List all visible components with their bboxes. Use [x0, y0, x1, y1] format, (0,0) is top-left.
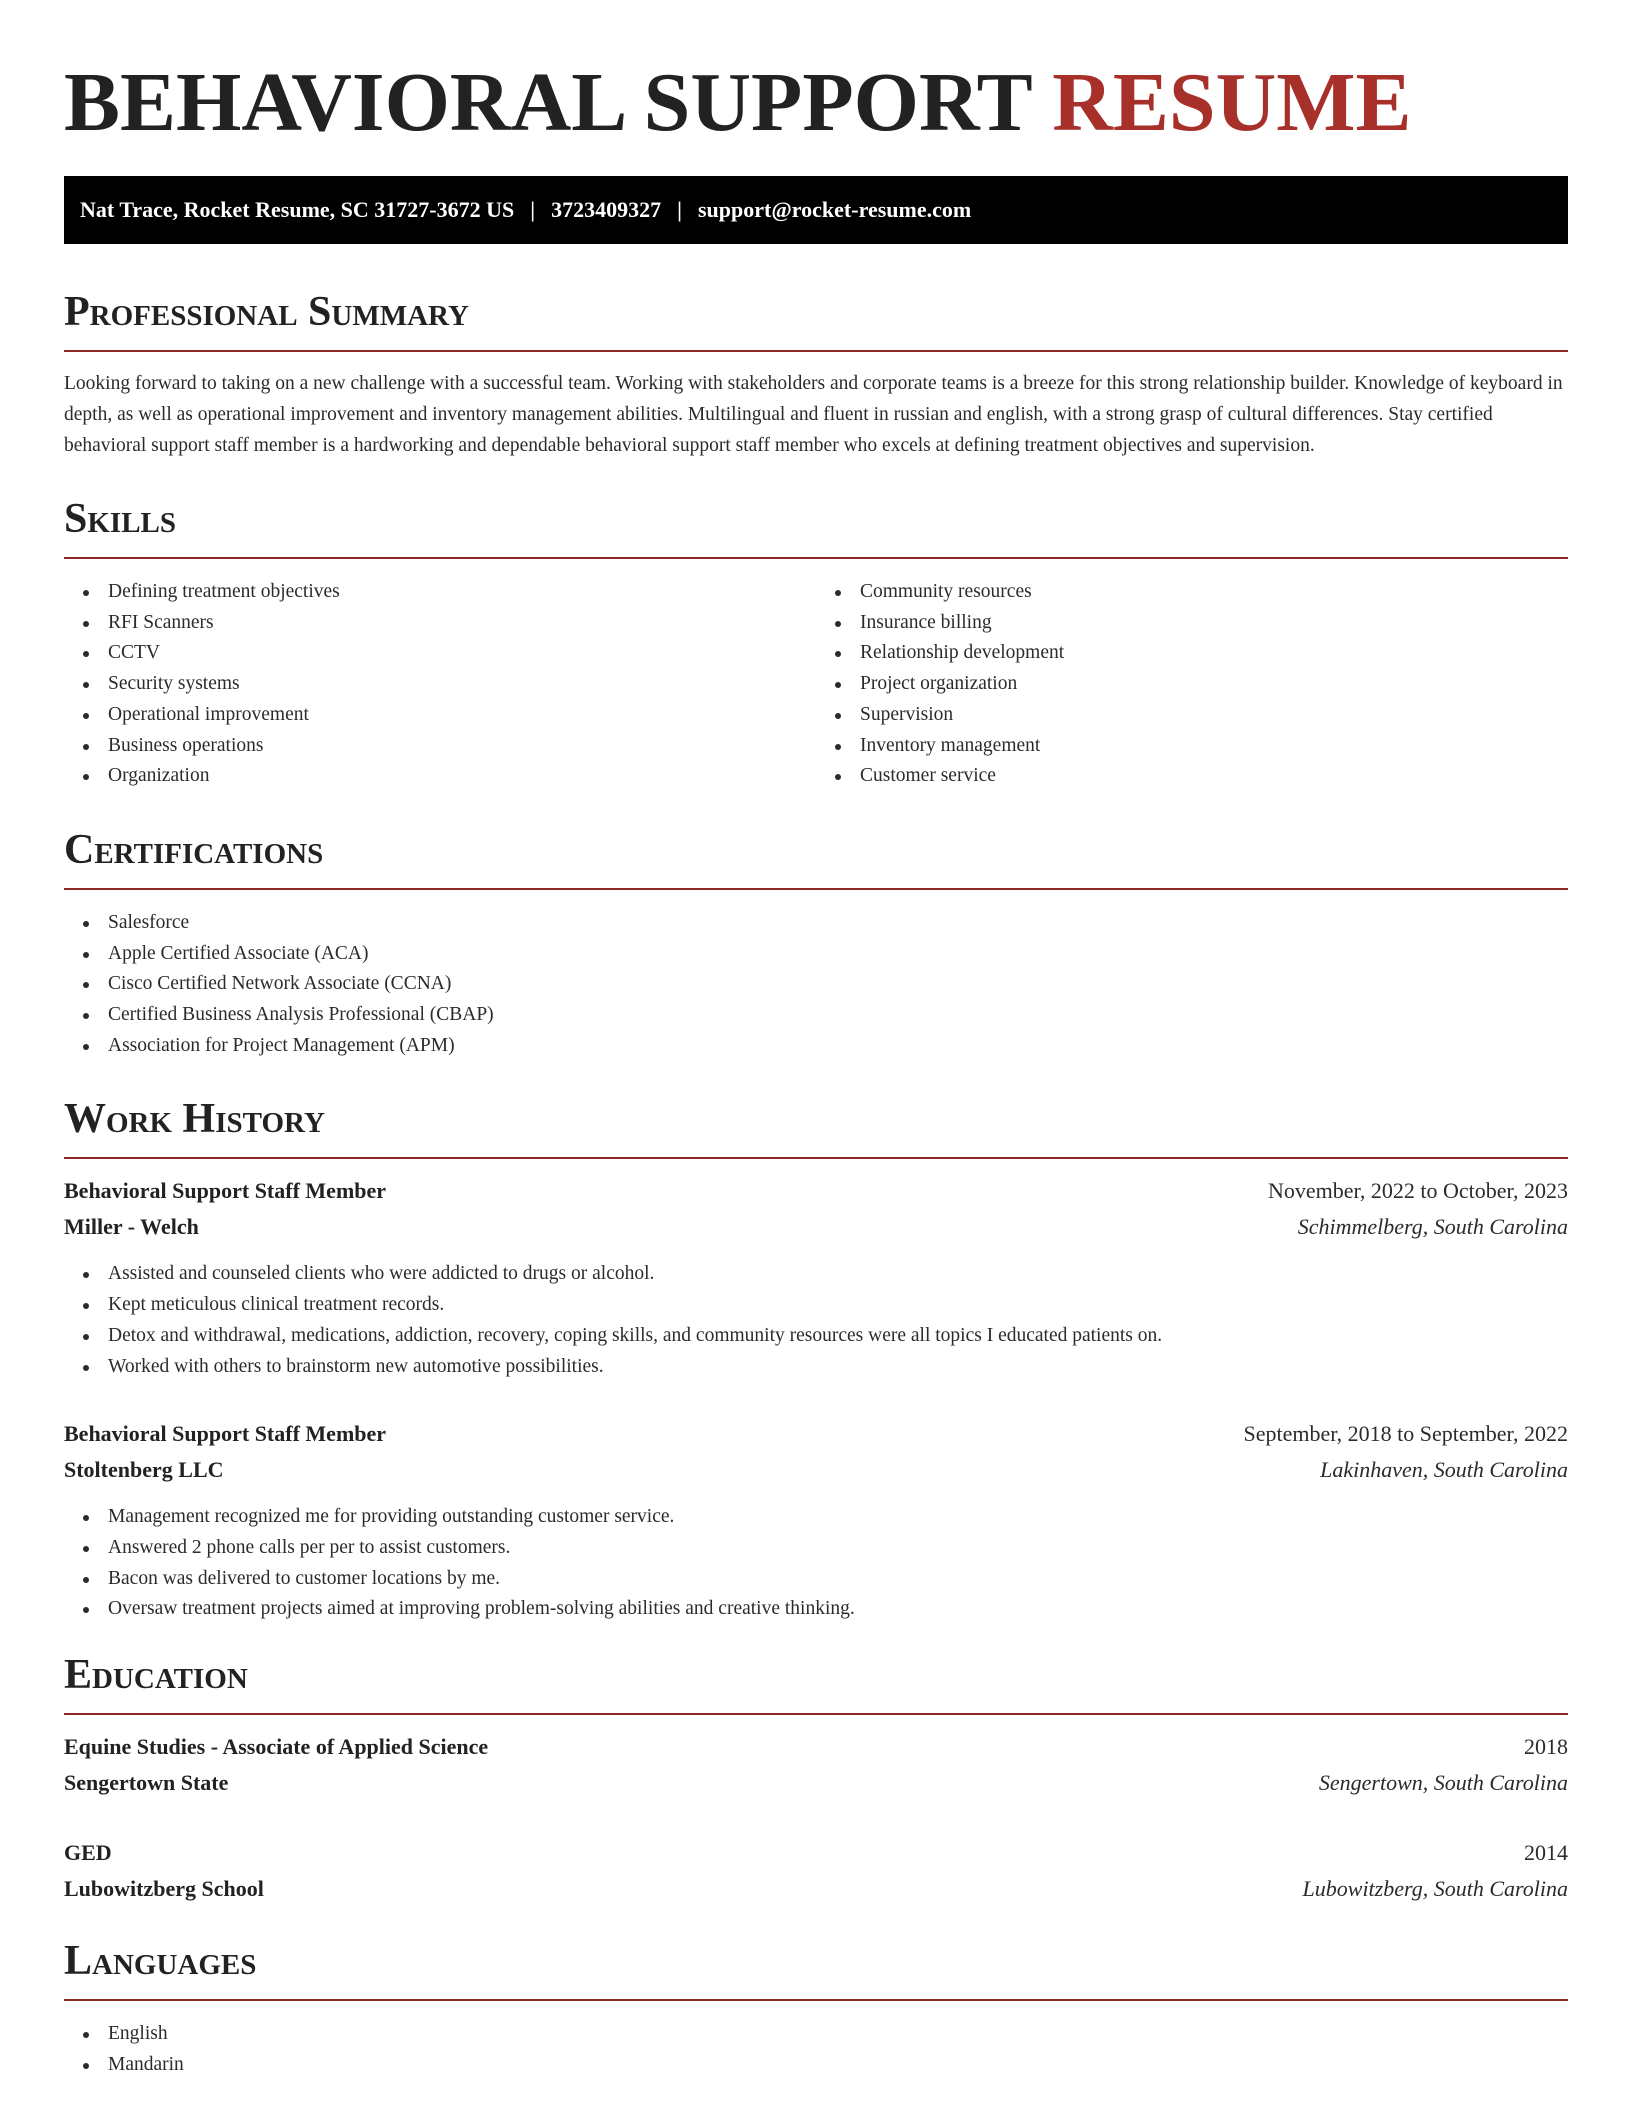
certifications-list — [64, 908, 1568, 1062]
contact-phone[interactable]: 3723409327 — [551, 197, 662, 222]
contact-separator: | — [677, 197, 682, 222]
job-header-row — [64, 1416, 1568, 1452]
education-location: Sengertown, South Carolina — [1318, 1770, 1568, 1796]
job-header-row — [64, 1173, 1568, 1209]
job-duties — [64, 1502, 1568, 1625]
certification-item: Cisco Certified Network Associate (CCNA) — [64, 969, 1568, 1000]
education-year: 2018 — [1524, 1734, 1568, 1760]
job-duty-item: Worked with others to brainstorm new automotive possibilities. — [64, 1352, 1568, 1383]
job-duty-item: Kept meticulous clinical treatment records. — [64, 1290, 1568, 1321]
education-entry — [64, 1835, 1568, 1907]
job-location: Schimmelberg, South Carolina — [1297, 1214, 1568, 1240]
skills-list-right — [816, 577, 1568, 792]
job-entry — [64, 1416, 1568, 1625]
certifications-section — [64, 826, 1568, 1062]
certification-item: Salesforce — [64, 908, 1568, 939]
skill-item: Project organization — [816, 669, 1568, 700]
languages-heading: Languages — [64, 1937, 1568, 2001]
skill-item: Defining treatment objectives — [64, 577, 816, 608]
education-school-row — [64, 1871, 1568, 1907]
contact-address: Nat Trace, Rocket Resume, SC 31727-3672 US — [80, 197, 515, 222]
education-school-row — [64, 1765, 1568, 1801]
job-duty-item: Detox and withdrawal, medications, addiction, recovery, coping skills, and community resources were all topics I educated patients on. — [64, 1321, 1568, 1352]
education-degree: GED — [64, 1840, 112, 1866]
skills-grid — [64, 559, 1568, 792]
certifications-heading: Certifications — [64, 826, 1568, 890]
education-location: Lubowitzberg, South Carolina — [1302, 1876, 1568, 1902]
skill-item: Organization — [64, 761, 816, 792]
skill-item: Inventory management — [816, 731, 1568, 762]
skill-item: Security systems — [64, 669, 816, 700]
skill-item: Customer service — [816, 761, 1568, 792]
languages-list — [64, 2019, 1568, 2080]
job-company: Stoltenberg LLC — [64, 1457, 224, 1483]
language-item: English — [64, 2019, 1568, 2050]
job-entry — [64, 1173, 1568, 1382]
summary-heading: Professional Summary — [64, 288, 1568, 352]
job-duty-item: Assisted and counseled clients who were addicted to drugs or alcohol. — [64, 1259, 1568, 1290]
skill-item: Relationship development — [816, 638, 1568, 669]
job-company: Miller - Welch — [64, 1214, 199, 1240]
certification-item: Certified Business Analysis Professional (CBAP) — [64, 1000, 1568, 1031]
education-year: 2014 — [1524, 1840, 1568, 1866]
job-duty-item: Bacon was delivered to customer locations by me. — [64, 1564, 1568, 1595]
job-dates: September, 2018 to September, 2022 — [1243, 1421, 1568, 1447]
skill-item: Business operations — [64, 731, 816, 762]
job-company-row — [64, 1209, 1568, 1245]
job-duties — [64, 1259, 1568, 1382]
skill-item: RFI Scanners — [64, 608, 816, 639]
certification-item: Apple Certified Associate (ACA) — [64, 939, 1568, 970]
education-heading: Education — [64, 1651, 1568, 1715]
contact-email[interactable]: support@rocket-resume.com — [697, 197, 972, 222]
work-section — [64, 1095, 1568, 1625]
title-main: BEHAVIORAL SUPPORT — [64, 56, 1032, 149]
job-dates: November, 2022 to October, 2023 — [1267, 1178, 1568, 1204]
language-item: Mandarin — [64, 2050, 1568, 2081]
certification-item: Association for Project Management (APM) — [64, 1031, 1568, 1062]
job-duty-item: Management recognized me for providing outstanding customer service. — [64, 1502, 1568, 1533]
education-section — [64, 1651, 1568, 1907]
job-duty-item: Answered 2 phone calls per per to assist customers. — [64, 1533, 1568, 1564]
summary-section — [64, 288, 1568, 461]
education-school: Sengertown State — [64, 1770, 229, 1796]
skills-list-left — [64, 577, 816, 792]
job-company-row — [64, 1452, 1568, 1488]
job-title: Behavioral Support Staff Member — [64, 1178, 387, 1204]
summary-text: Looking forward to taking on a new challenge with a successful team. Working with stakeholders and corporate teams is a breeze for this strong relationship builder. Knowledge of keyboard in depth, as well as operational improvement and inventory management abilities. Multilingual and fluent in russian and english, with a strong grasp of cultural differences. Stay certified behavioral support staff member is a hardworking and dependable behavioral support staff member who excels at defining treatment objectives and supervision. — [64, 373, 1563, 456]
education-degree: Equine Studies - Associate of Applied Science — [64, 1734, 489, 1760]
job-title: Behavioral Support Staff Member — [64, 1421, 387, 1447]
skill-item: Supervision — [816, 700, 1568, 731]
contact-separator: | — [530, 197, 536, 222]
skill-item: Community resources — [816, 577, 1568, 608]
job-location: Lakinhaven, South Carolina — [1320, 1457, 1568, 1483]
education-degree-row — [64, 1729, 1568, 1765]
contact-bar — [64, 176, 1568, 244]
skill-item: CCTV — [64, 638, 816, 669]
skill-item: Insurance billing — [816, 608, 1568, 639]
title-accent: RESUME — [1052, 56, 1412, 149]
skills-heading: Skills — [64, 495, 1568, 559]
resume-title — [64, 0, 1568, 176]
education-degree-row — [64, 1835, 1568, 1871]
education-entry — [64, 1729, 1568, 1801]
skills-section — [64, 495, 1568, 792]
skill-item: Operational improvement — [64, 700, 816, 731]
education-school: Lubowitzberg School — [64, 1876, 264, 1902]
languages-section — [64, 1937, 1568, 2080]
work-heading: Work History — [64, 1095, 1568, 1159]
job-duty-item: Oversaw treatment projects aimed at improving problem-solving abilities and creative thinking. — [64, 1594, 1568, 1625]
